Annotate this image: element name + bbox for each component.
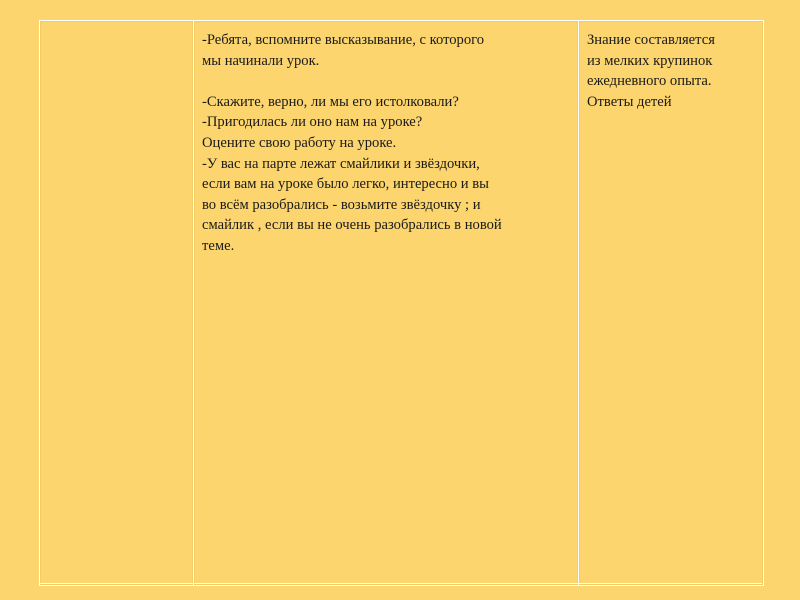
teacher-text-line xyxy=(202,71,570,92)
teacher-text-line: если вам на уроке было легко, интересно и вы xyxy=(202,176,489,193)
stage-cell xyxy=(40,21,194,586)
teacher-text-line: -У вас на парте лежат смайлики и звёздочки, xyxy=(202,155,480,172)
student-activity-cell xyxy=(579,21,764,586)
teacher-text-line: -Ребята, вспомните высказывание, с которого xyxy=(202,32,485,48)
lesson-table xyxy=(39,20,764,586)
student-activity-text xyxy=(579,21,763,112)
teacher-text-line: -Пригодилась ли оно нам на уроке? xyxy=(202,114,423,131)
teacher-text-line: смайлик , если вы не очень разобрались в новой xyxy=(202,217,502,234)
teacher-text-line: во всём разобрались - возьмите звёздочку ; и xyxy=(202,196,481,213)
student-text-line: Знание составляется xyxy=(587,32,715,48)
student-text-line: из мелких крупинок xyxy=(587,52,713,69)
student-text-line: ежедневного опыта. xyxy=(587,73,712,90)
student-text-line: Ответы детей xyxy=(587,93,672,110)
teacher-text-line: Оцените свою работу на уроке. xyxy=(202,134,397,151)
table-row xyxy=(40,21,764,586)
teacher-activity-text xyxy=(194,21,578,257)
teacher-activity-cell xyxy=(194,21,579,586)
table-bottom-rule xyxy=(39,583,762,586)
teacher-text-line: мы начинали урок. xyxy=(202,52,320,69)
teacher-text-line: теме. xyxy=(202,237,235,254)
teacher-text-line: -Скажите, верно, ли мы его истолковали? xyxy=(202,93,459,110)
